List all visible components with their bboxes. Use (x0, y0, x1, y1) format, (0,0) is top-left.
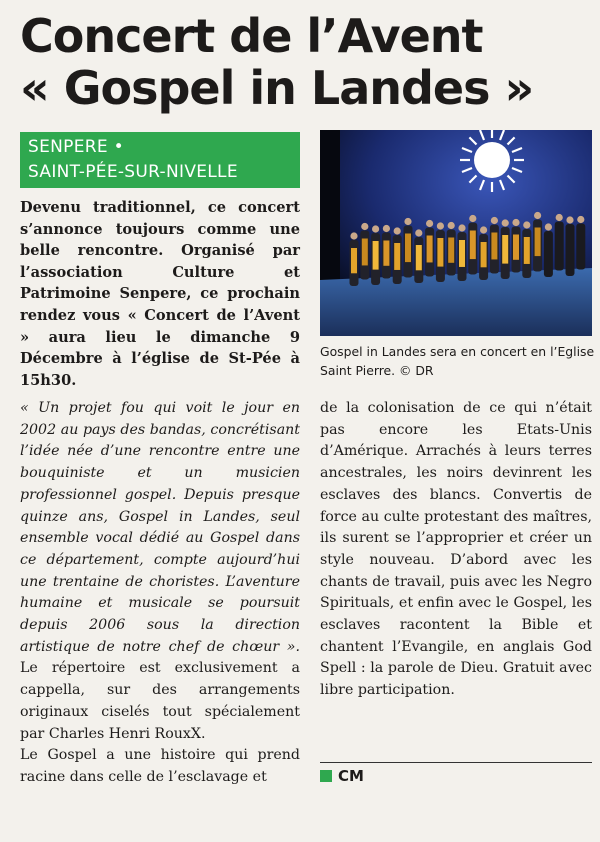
article-lead: Devenu traditionnel, ce concert s’annonce toujours comme une belle rencontre. Organisé par l’association Culture et Patrimoine Senpere, ce prochain rendez vous « Concert de l’Avent » aura lieu le dimanche 9 Décembre à l’église de St-Pée à 15h30. (20, 199, 300, 389)
paragraph-2: Le Gospel a une histoire qui prend racine dans celle de l’esclavage et (20, 747, 300, 785)
paragraph-2-continued: de la colonisation de ce qui n’était pas encore les Etats-Unis d’Amérique. Arrachés à leurs terres ancestrales, les noirs devinrent les esclaves des blancs. Convertis de force au culte protestant des maîtres, ils surent se l’approprier et créer un style nouveau. D’abord avec les chants de travail, puis avec les Negro Spirituals, et enfin avec le Gospel, les esclaves racontent la Bible et chantent l’Evangile, en anglais God Spell : la parole de Dieu. Gratuit avec libre participation. (320, 400, 592, 699)
singer-head (480, 226, 487, 233)
article-column-2 (320, 398, 592, 702)
singer-head (502, 219, 509, 226)
singer-stole (373, 241, 379, 270)
singer-stole (448, 238, 454, 263)
singer-stole (394, 243, 400, 270)
singer-head (512, 219, 519, 226)
singer-head (545, 223, 552, 230)
singer-head (448, 222, 455, 229)
singer-figure (544, 231, 553, 277)
singer-stole (513, 235, 519, 260)
singer-stole (416, 245, 422, 270)
kicker-line-2: SAINT-PÉE-SUR-NIVELLE (28, 162, 238, 182)
singer-head (437, 222, 444, 229)
headline-line-1: Concert de l’Avent (20, 9, 483, 63)
singer-head (361, 223, 368, 230)
director-quote: « Un projet fou qui voit le jour en 2002 au pays des bandas, concrétisant l’idée née d’une rencontre entre une bouquiniste et un musicien professionnel gospel. Depuis presque quinze ans, Gospel in Landes, seul ensemble vocal dédié au Gospel dans ce département, compte aujourd’hui une trentaine de choristes. L’aventure humaine et musicale se poursuit depuis 2006 sous la direction artistique de notre chef de chœur ». (20, 400, 300, 655)
kicker-line-1: SENPERE • (28, 137, 124, 157)
singer-head (415, 229, 422, 236)
photo-caption: Gospel in Landes sera en concert en l’Eglise Saint Pierre. © DR (320, 344, 595, 378)
singer-stole (502, 235, 508, 264)
singer-head (383, 225, 390, 232)
location-kicker (20, 132, 300, 188)
article-column-1 (20, 398, 300, 789)
singer-head (404, 218, 411, 225)
singer-head (394, 227, 401, 234)
paragraph-1 (20, 398, 300, 745)
singer-stole (437, 238, 443, 267)
singer-stole (481, 242, 487, 267)
singer-stole (535, 228, 541, 257)
author-signature (320, 762, 592, 785)
stage-floor (320, 268, 592, 336)
singer-figure (566, 224, 575, 276)
singer-head (426, 220, 433, 227)
singer-stole (351, 248, 357, 273)
choir-photo-illustration (320, 130, 592, 336)
singer-head (556, 214, 563, 221)
singer-stole (491, 233, 497, 260)
singer-figure (576, 224, 585, 270)
singer-head (372, 225, 379, 232)
singer-figure (555, 222, 564, 271)
singer-stole (524, 237, 530, 264)
headline-line-2: « Gospel in Landes » (20, 61, 534, 115)
singer-head (458, 224, 465, 231)
choir-photo (320, 130, 592, 336)
singer-head (491, 217, 498, 224)
singer-head (469, 215, 476, 222)
repertoire-text: Le répertoire est exclusivement a cappella, sur des arrangements originaux ciselés tout spécialement par Charles Henri RouxX. (20, 660, 300, 742)
singer-head (534, 212, 541, 219)
singer-head (566, 216, 573, 223)
singer-stole (405, 234, 411, 263)
singer-head (577, 216, 584, 223)
article-headline (20, 10, 590, 114)
singer-stole (459, 240, 465, 267)
singer-stole (470, 231, 476, 260)
singer-stole (362, 239, 368, 266)
singer-stole (383, 241, 389, 266)
author-initials: CM (338, 767, 364, 785)
signature-square-icon (320, 770, 332, 782)
singer-head (350, 232, 357, 239)
singer-stole (427, 236, 433, 263)
singer-head (523, 221, 530, 228)
